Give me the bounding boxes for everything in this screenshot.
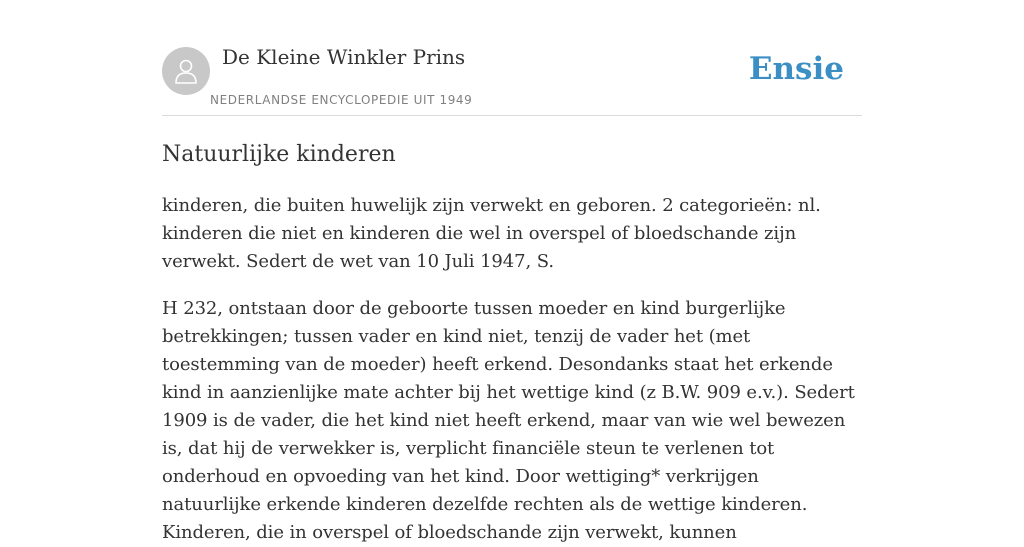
article-paragraph: kinderen, die buiten huwelijk zijn verwekt en geboren. 2 categorieën: nl. kinderen die niet en kinderen die wel in overspel of bloedschande zijn verwekt. Sedert de wet van 10 Juli 1947, S. [162,195,821,272]
brand-logo[interactable]: Ensie [748,51,844,87]
author-name[interactable]: De Kleine Winkler Prins [222,45,466,69]
user-icon [171,56,201,86]
article-title: Natuurlijke kinderen [162,142,396,167]
author-subtitle: NEDERLANDSE ENCYCLOPEDIE UIT 1949 [210,93,473,107]
header [162,0,862,116]
article-container [162,0,862,547]
avatar[interactable] [162,47,210,95]
article-paragraph: H 232, ontstaan door de geboorte tussen moeder en kind burgerlijke betrekkingen; tussen vader en kind niet, tenzij de vader het (met toestemming van de moeder) heeft erkend. Desondanks staat het erkende kind in aanzienlijke mate achter bij het wettige kind (z B.W. 909 e.v.). Sedert 1909 is de vader, die het kind niet heeft erkend, maar van wie wel bewezen is, dat hij de verwekker is, verplicht financiële steun te verlenen tot onderhoud en opvoeding van het kind. Door wettiging* verkrijgen natuurlijke erkende kinderen dezelfde rechten als de wettige kinderen. Kinderen, die in overspel of bloedschande zijn verwekt, kunnen [162,298,855,543]
